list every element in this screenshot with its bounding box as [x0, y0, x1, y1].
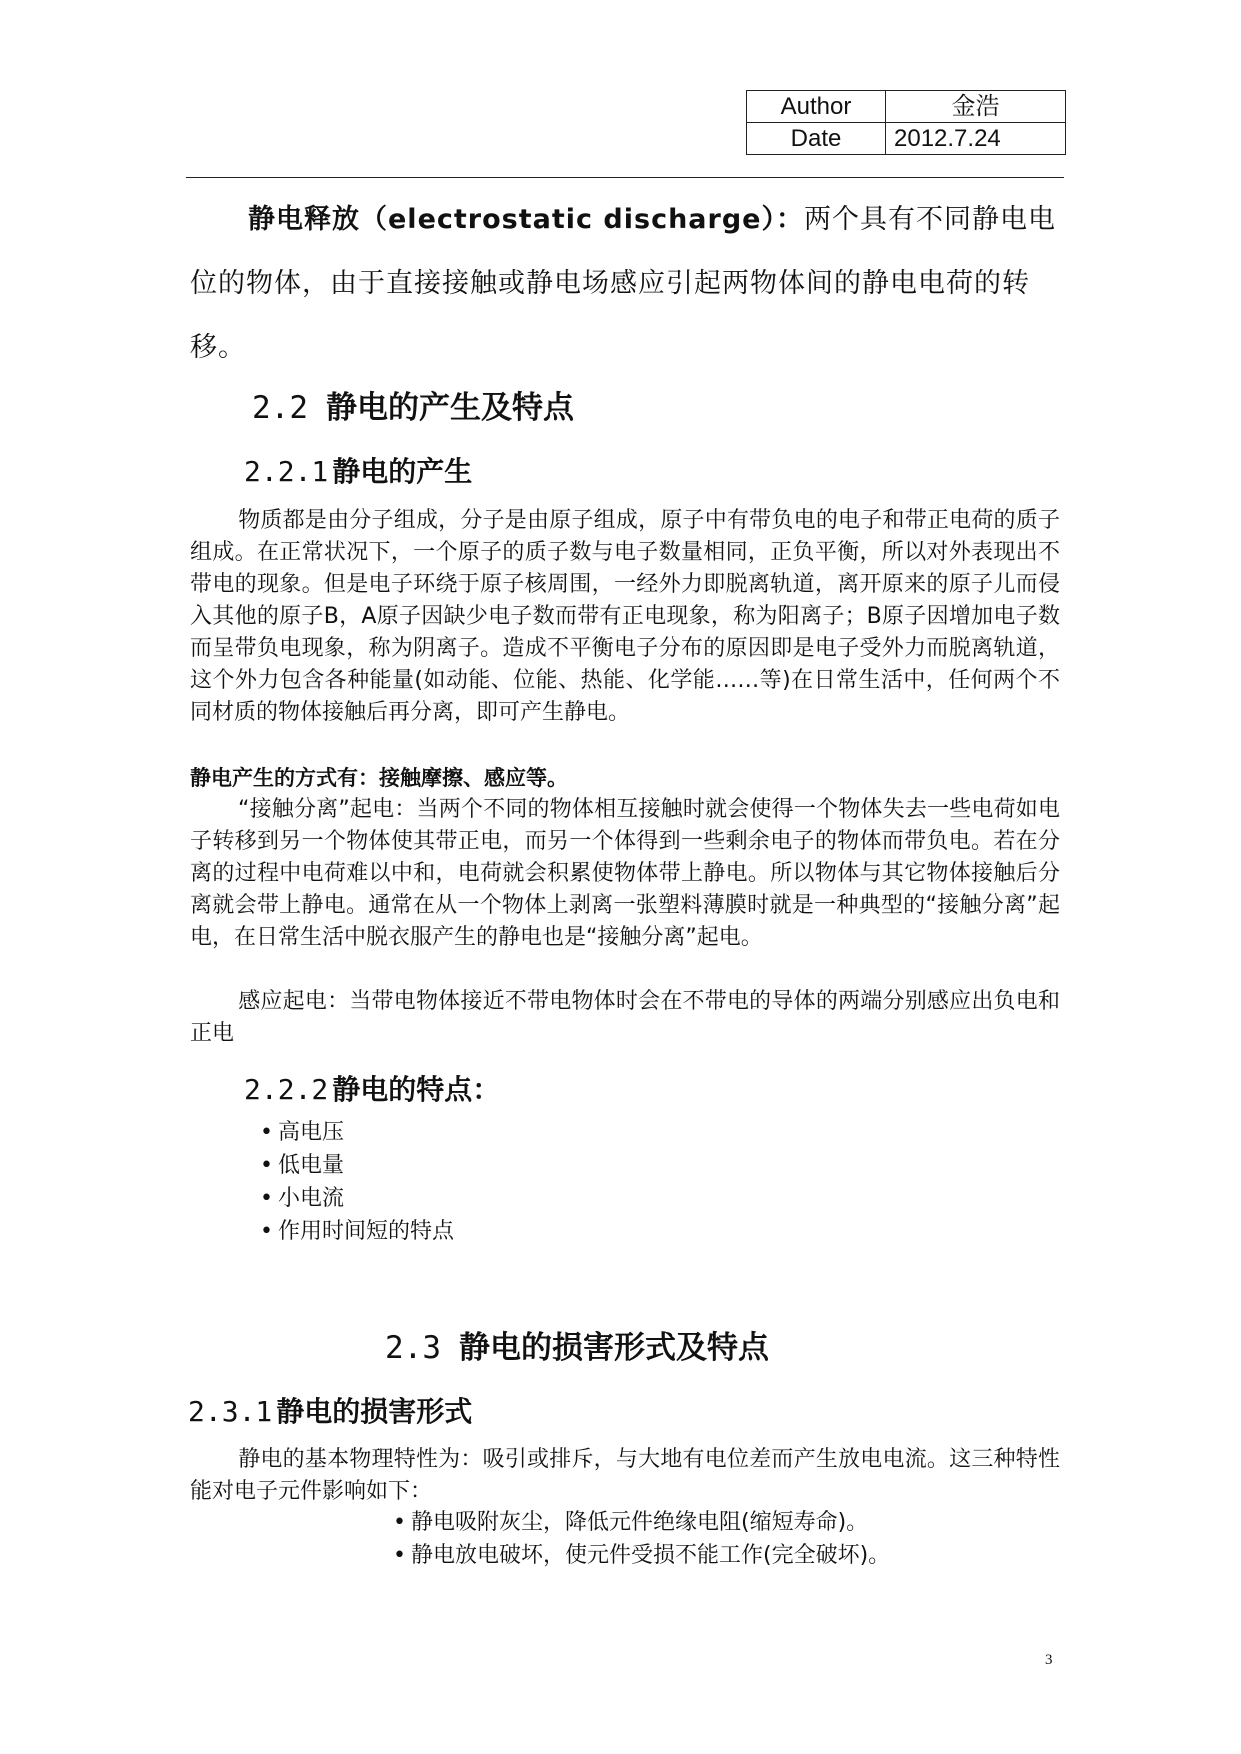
section-title: 静电的损害形式及特点 — [459, 1330, 769, 1366]
section-title: 静电的损害形式 — [276, 1395, 473, 1428]
section-number: 2.2.2 — [244, 1073, 329, 1106]
characteristics-list — [260, 1116, 454, 1248]
section-heading-2-2-2 — [244, 1068, 500, 1108]
definition-term: 静电释放（electrostatic discharge）： — [248, 204, 804, 235]
date-value: 2012.7.24 — [886, 123, 1066, 155]
list-item: • 作用时间短的特点 — [260, 1215, 454, 1248]
definition-text: 两个具有不同静电电位的物体，由于直接接触或静电场感应引起两物体间的静电电荷的转移。 — [190, 204, 1056, 363]
header-divider — [186, 177, 1064, 178]
section-heading-2-2-1 — [244, 450, 472, 490]
list-item: • 高电压 — [260, 1116, 454, 1149]
section-heading-2-3 — [385, 1322, 769, 1367]
definition-paragraph — [190, 188, 1066, 380]
section-number: 2.2.1 — [244, 455, 329, 488]
paragraph-charge-generation: 物质都是由分子组成，分子是由原子组成，原子中有带负电的电子和带正电荷的质子组成。在正常状况下，一个原子的质子数与电子数量相同，正负平衡，所以对外表现出不带电的现象。但是电子环绕于原子核周围，一经外力即脱离轨道，离开原来的原子儿而侵入其他的原子B，A原子因缺少电子数而带有正电现象，称为阳离子；B原子因增加电子数而呈带负电现象，称为阴离子。造成不平衡电子分布的原因即是电子受外力而脱离轨道，这个外力包含各种能量(如动能、位能、热能、化学能……等)在日常生活中，任何两个不同材质的物体接触后再分离，即可产生静电。 — [190, 508, 1060, 725]
date-label: Date — [747, 123, 886, 155]
page-number: 3 — [1045, 1652, 1053, 1668]
list-item: • 低电量 — [260, 1149, 454, 1182]
section-heading-2-2 — [252, 382, 574, 427]
bold-summary-line: 静电产生的方式有：接触摩擦、感应等。 — [190, 766, 568, 790]
paragraph-induction: 感应起电：当带电物体接近不带电物体时会在不带电的导体的两端分别感应出负电和正电 — [190, 989, 1060, 1046]
author-value: 金浩 — [886, 91, 1066, 123]
paragraph-contact-separation: “接触分离”起电：当两个不同的物体相互接触时就会使得一个物体失去一些电荷如电子转移到另一个物体使其带正电，而另一个体得到一些剩余电子的物体而带负电。若在分离的过程中电荷难以中和，电荷就会积累使物体带上静电。所以物体与其它物体接触后分离就会带上静电。通常在从一个物体上剥离一张塑料薄膜时就是一种典型的“接触分离”起电，在日常生活中脱衣服产生的静电也是“接触分离”起电。 — [190, 797, 1060, 950]
paragraph-damage-forms: 静电的基本物理特性为：吸引或排斥，与大地有电位差而产生放电电流。这三种特性能对电子元件影响如下： — [190, 1447, 1060, 1504]
section-title: 静电的产生 — [332, 455, 473, 488]
list-item: • 静电放电破坏，使元件受损不能工作(完全破坏)。 — [393, 1539, 890, 1572]
document-meta-table — [746, 90, 1066, 155]
section-title: 静电的产生及特点 — [326, 390, 574, 426]
section-heading-2-3-1 — [188, 1390, 472, 1430]
author-label: Author — [747, 91, 886, 123]
section-number: 2.3 — [385, 1330, 441, 1366]
section-number: 2.2 — [252, 390, 308, 426]
section-number: 2.3.1 — [188, 1395, 273, 1428]
damage-list — [393, 1506, 890, 1572]
list-item: • 静电吸附灰尘，降低元件绝缘电阻(缩短寿命)。 — [393, 1506, 890, 1539]
list-item: • 小电流 — [260, 1182, 454, 1215]
section-title: 静电的特点： — [332, 1073, 501, 1106]
